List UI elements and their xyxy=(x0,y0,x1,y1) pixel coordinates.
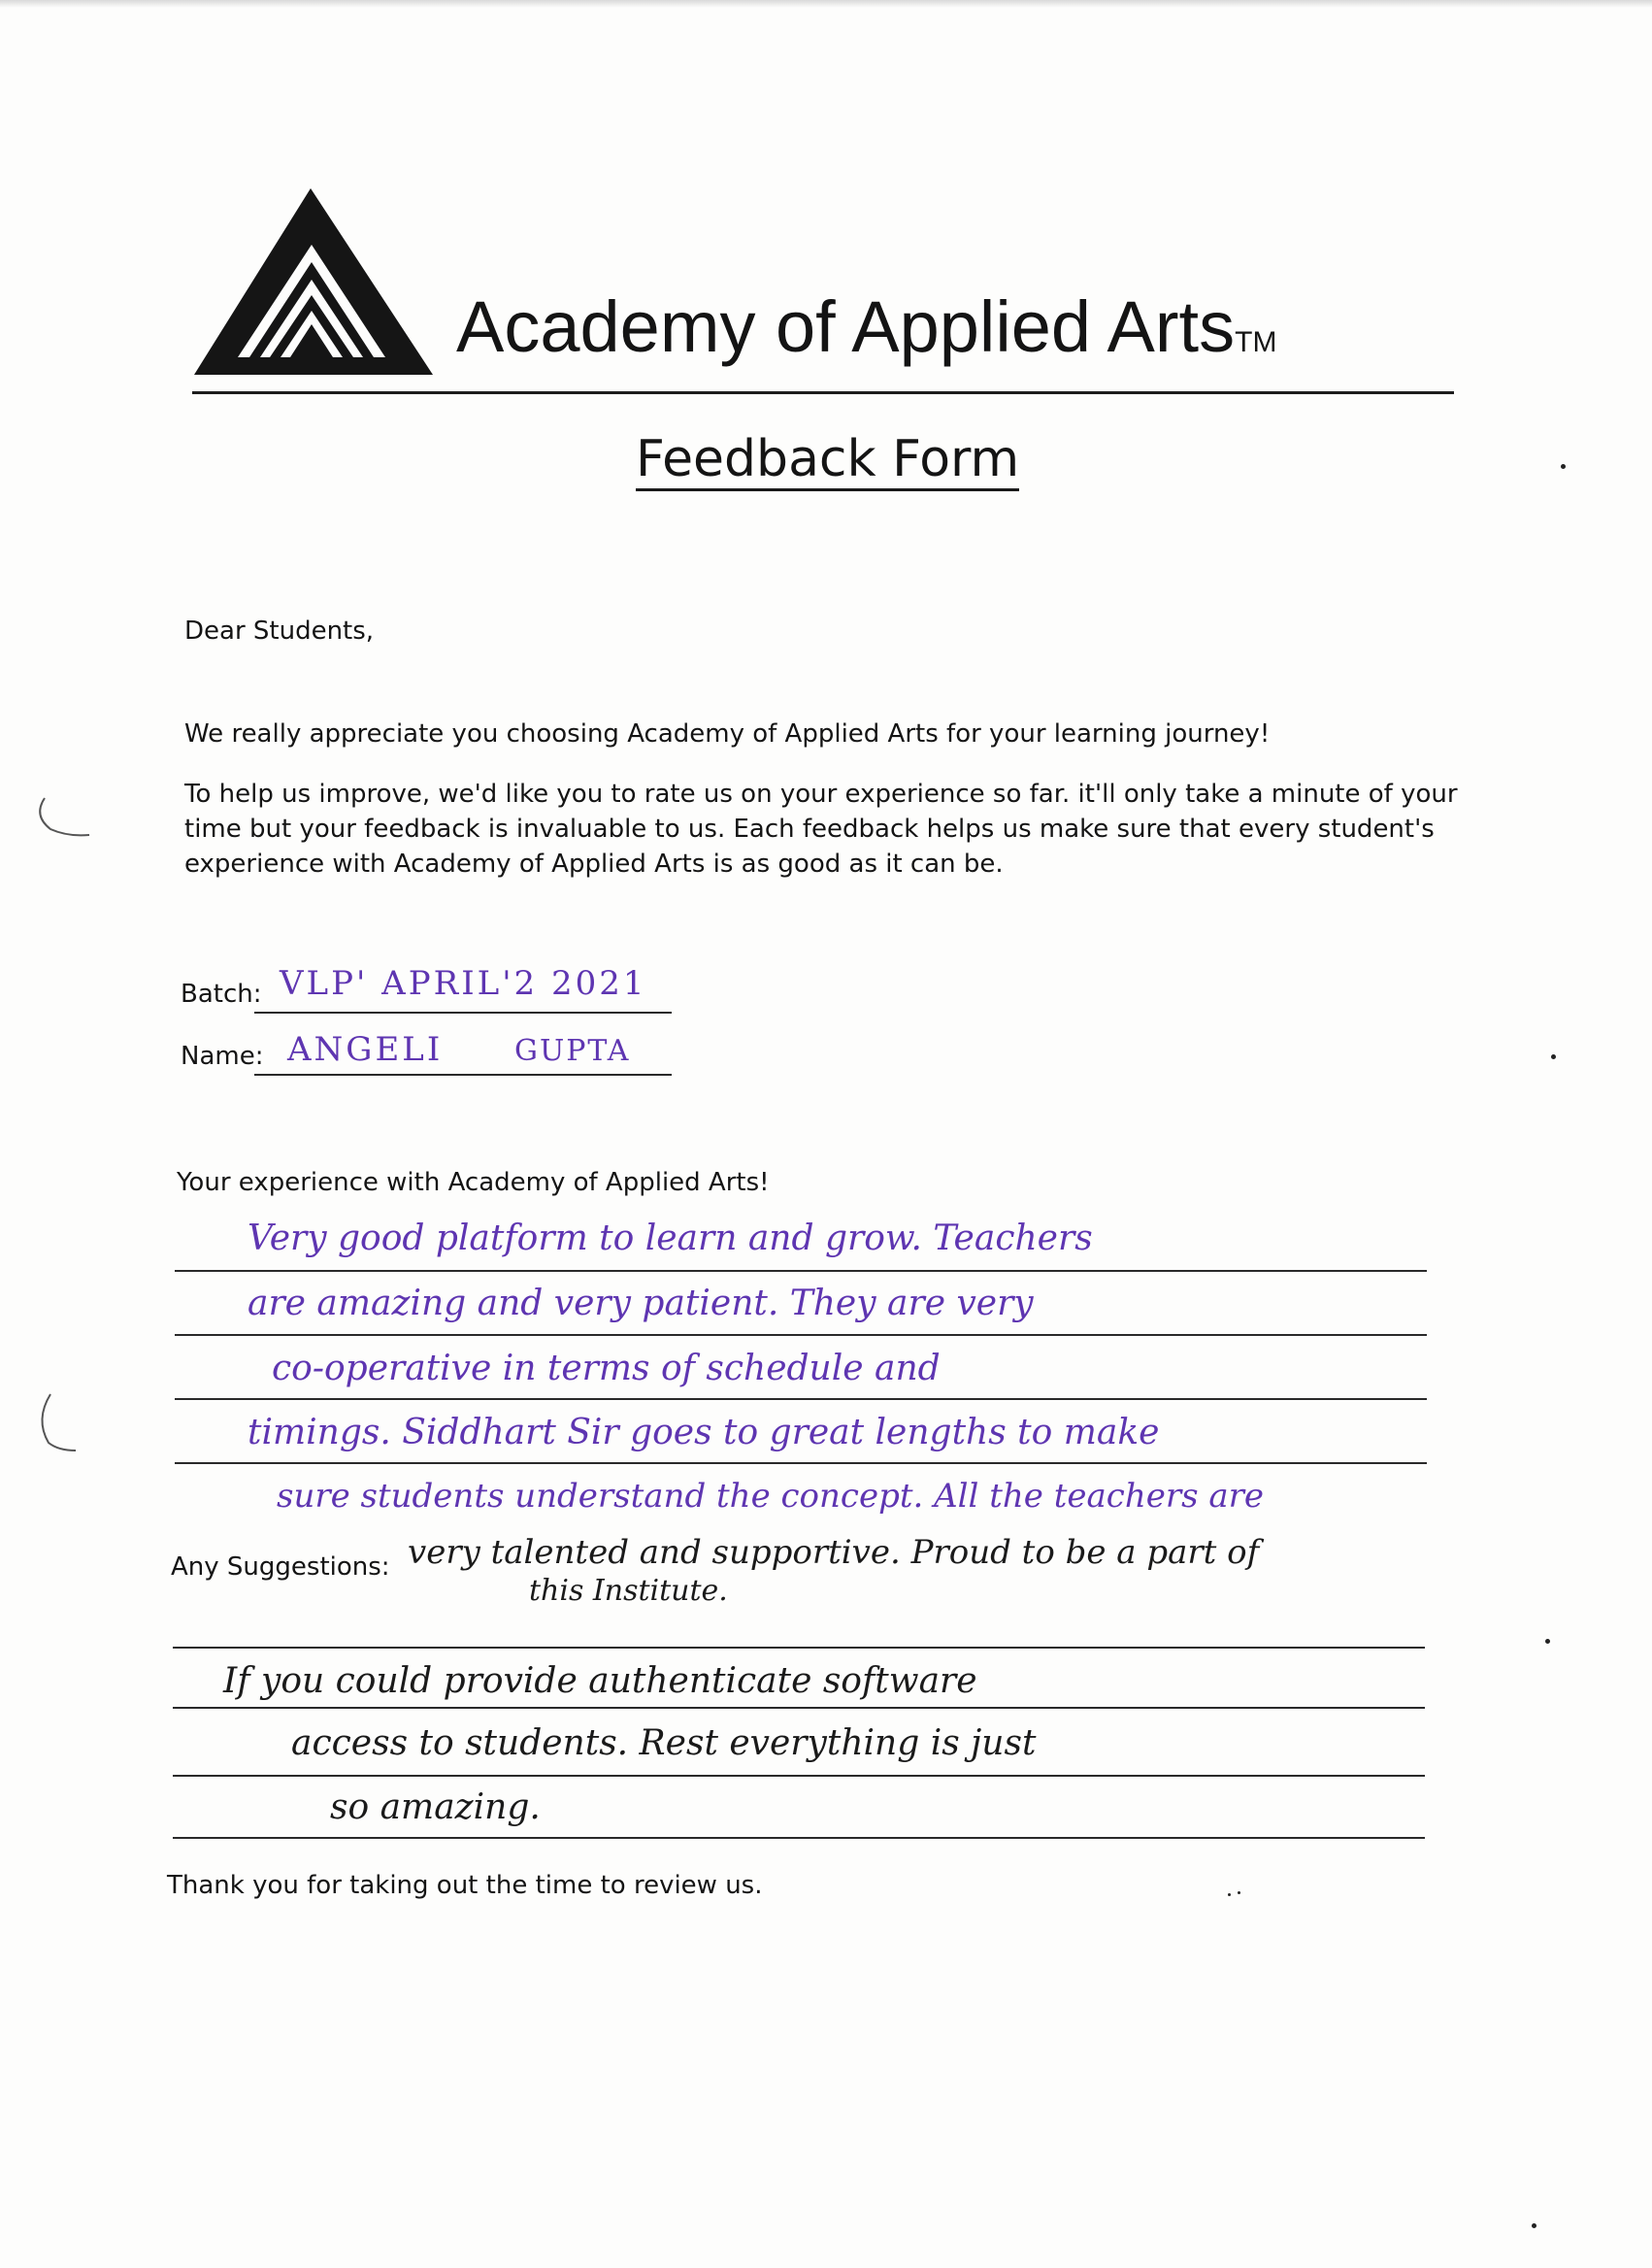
experience-line-6: very talented and supportive. Proud to be a part of xyxy=(408,1533,1260,1572)
brand-name xyxy=(456,286,1277,367)
suggestion-line-3: so amazing. xyxy=(330,1787,541,1827)
suggestions-rule-3 xyxy=(173,1775,1425,1777)
scan-speck xyxy=(1561,464,1566,469)
name-label: Name: xyxy=(181,1042,264,1071)
suggestions-rule-2 xyxy=(173,1707,1425,1709)
form-title: Feedback Form xyxy=(636,433,1019,491)
body-line-3: experience with Academy of Applied Arts is as good as it can be. xyxy=(184,850,1004,879)
name-first-value[interactable]: ANGELI xyxy=(287,1030,444,1069)
scan-mark-icon xyxy=(29,792,97,850)
body-line-1: To help us improve, we'd like you to rate us on your experience so far. it'll only take a minute of your xyxy=(184,780,1458,809)
scan-speck xyxy=(1228,1893,1231,1896)
experience-line-7: this Institute. xyxy=(529,1574,728,1608)
suggestions-rule-4 xyxy=(173,1837,1425,1839)
experience-line-1: Very good platform to learn and grow. Teachers xyxy=(248,1218,1093,1258)
name-field-line xyxy=(254,1074,672,1076)
brand-name-text: Academy of Applied Arts xyxy=(456,286,1236,367)
trademark-mark: TM xyxy=(1235,326,1277,358)
salutation: Dear Students, xyxy=(184,617,375,646)
experience-line-4: timings. Siddhart Sir goes to great lengths to make xyxy=(248,1413,1160,1452)
suggestions-label: Any Suggestions: xyxy=(171,1552,390,1582)
experience-rule-3 xyxy=(175,1398,1427,1400)
name-last-value[interactable]: GUPTA xyxy=(514,1034,631,1068)
scan-speck xyxy=(1532,2223,1536,2228)
scan-edge-shadow xyxy=(0,0,1652,8)
body-line-2: time but your feedback is invaluable to us. Each feedback helps us make sure that every student's xyxy=(184,815,1435,844)
academy-logo-icon xyxy=(194,183,433,384)
suggestions-rule-1 xyxy=(173,1647,1425,1649)
intro-text: We really appreciate you choosing Academy of Applied Arts for your learning journey! xyxy=(184,719,1271,749)
scan-mark-icon xyxy=(29,1390,87,1458)
scan-speck xyxy=(1551,1054,1556,1059)
experience-line-2: are amazing and very patient. They are very xyxy=(248,1284,1034,1323)
closing-text: Thank you for taking out the time to review us. xyxy=(167,1871,763,1900)
batch-value[interactable]: VLP' APRIL'2 2021 xyxy=(280,964,647,1003)
experience-line-3: co-operative in terms of schedule and xyxy=(272,1349,941,1388)
experience-rule-4 xyxy=(175,1462,1427,1464)
scan-speck xyxy=(1545,1639,1550,1644)
suggestion-line-2: access to students. Rest everything is just xyxy=(291,1723,1037,1763)
experience-line-5: sure students understand the concept. All the teachers are xyxy=(277,1477,1264,1516)
batch-label: Batch: xyxy=(181,980,262,1009)
suggestion-line-1: If you could provide authenticate software xyxy=(223,1661,977,1701)
experience-rule-2 xyxy=(175,1334,1427,1336)
batch-field-line xyxy=(254,1012,672,1014)
experience-label: Your experience with Academy of Applied Arts! xyxy=(177,1168,770,1197)
experience-rule-1 xyxy=(175,1270,1427,1272)
scan-speck xyxy=(1238,1891,1240,1894)
header-divider xyxy=(192,391,1454,394)
